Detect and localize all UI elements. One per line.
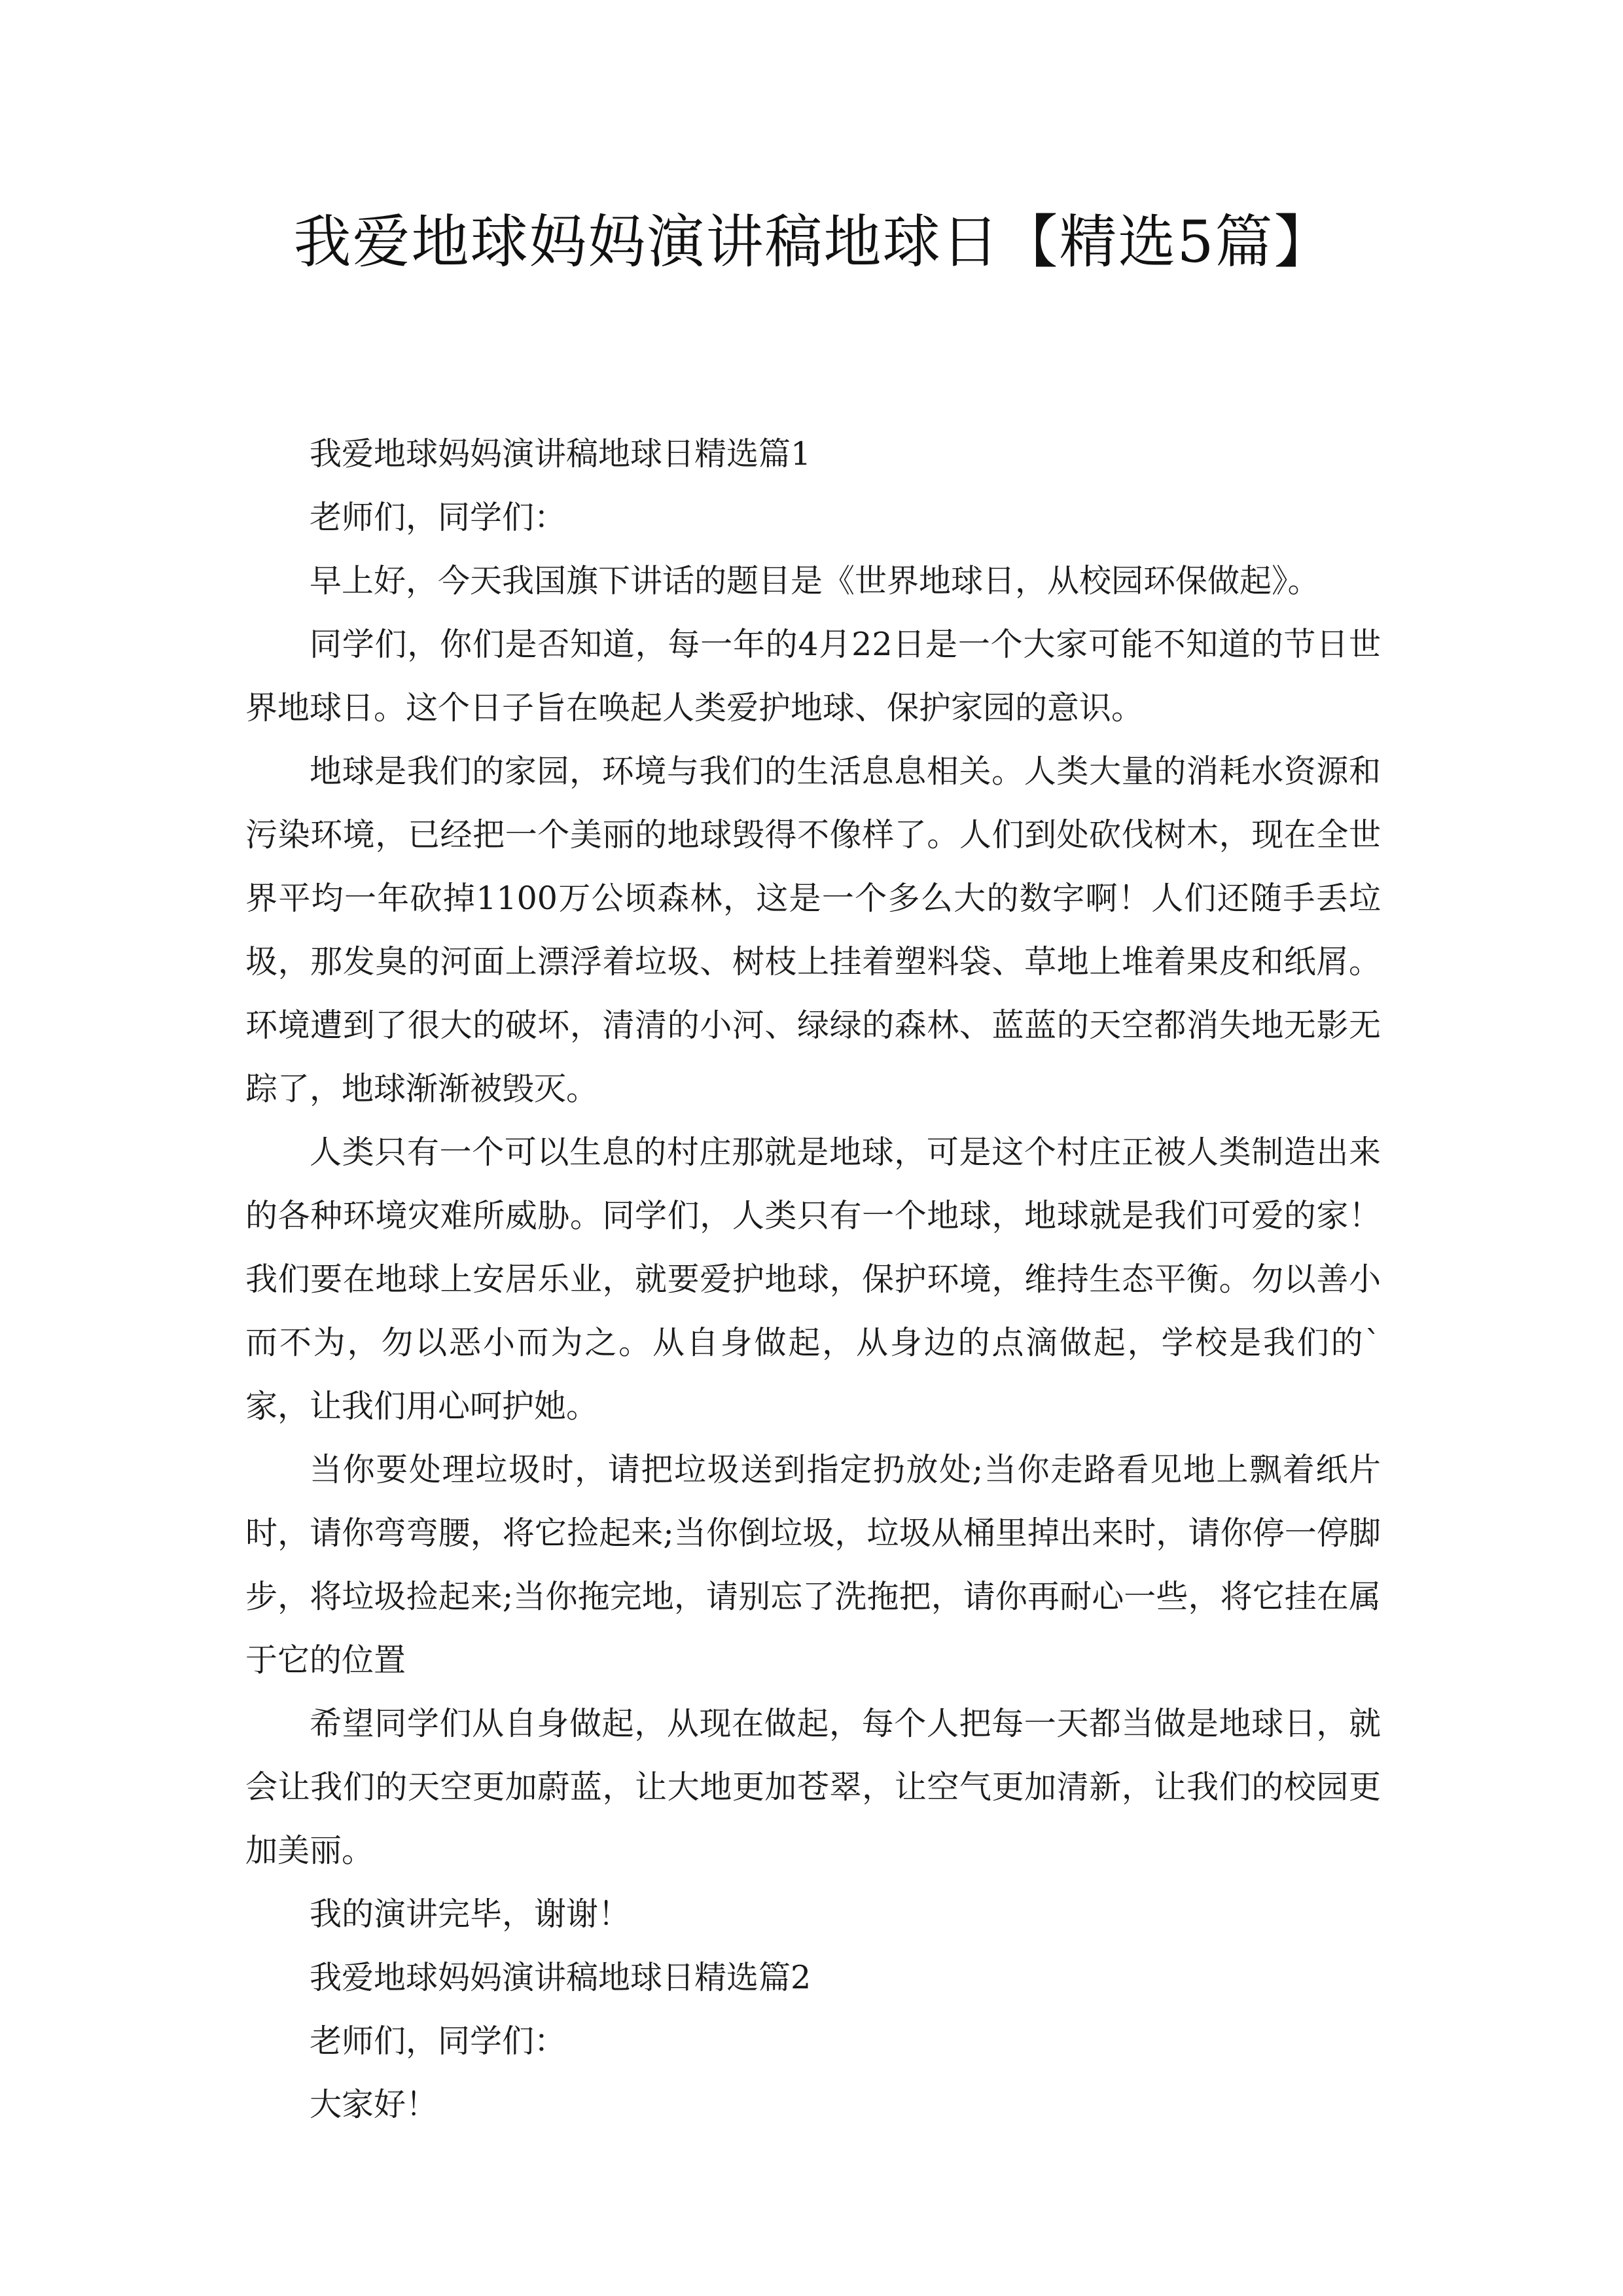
paragraph: 地球是我们的家园，环境与我们的生活息息相关。人类大量的消耗水资源和污染环境，已经把一个美丽的地球毁得不像样了。人们到处砍伐树木，现在全世界平均一年砍掉1100万公顷森林，这是一个多么大的数字啊！人们还随手丢垃圾，那发臭的河面上漂浮着垃圾、树枝上挂着塑料袋、草地上堆着果皮和纸屑。环境遭到了很大的破坏，清清的小河、绿绿的森林、蓝蓝的天空都消失地无影无踪了，地球渐渐被毁灭。 bbox=[245, 753, 1381, 1107]
greeting: 大家好！ bbox=[310, 2086, 438, 2123]
document-title: 我爱地球妈妈演讲稿地球日【精选5篇】 bbox=[293, 208, 1333, 276]
closing-line: 我的演讲完毕，谢谢！ bbox=[310, 1895, 631, 1933]
section-heading: 我爱地球妈妈演讲稿地球日精选篇1 bbox=[310, 435, 812, 473]
paragraph: 人类只有一个可以生息的村庄那就是地球，可是这个村庄正被人类制造出来的各种环境灾难所威胁。同学们，人类只有一个地球，地球就是我们可爱的家！我们要在地球上安居乐业，就要爱护地球，保护环境，维持生态平衡。勿以善小而不为，勿以恶小而为之。从自身做起，从身边的点滴做起，学校是我们的`家，让我们用心呵护她。 bbox=[245, 1134, 1381, 1425]
paragraph: 当你要处理垃圾时，请把垃圾送到指定扔放处;当你走路看见地上飘着纸片时，请你弯弯腰，将它捡起来;当你倒垃圾，垃圾从桶里掉出来时，请你停一停脚步，将垃圾捡起来;当你拖完地，请别忘了洗拖把，请你再耐心一些，将它挂在属于它的位置 bbox=[245, 1451, 1381, 1679]
paragraph: 同学们，你们是否知道，每一年的4月22日是一个大家可能不知道的节日世界地球日。这个日子旨在唤起人类爱护地球、保护家园的意识。 bbox=[245, 626, 1381, 726]
section-heading: 我爱地球妈妈演讲稿地球日精选篇2 bbox=[310, 1959, 812, 1996]
salutation: 老师们，同学们： bbox=[310, 2022, 567, 2060]
document-body bbox=[245, 422, 1381, 2136]
salutation: 老师们，同学们： bbox=[310, 499, 567, 536]
paragraph: 希望同学们从自身做起，从现在做起，每个人把每一天都当做是地球日，就会让我们的天空更加蔚蓝，让大地更加苍翠，让空气更加清新，让我们的校园更加美丽。 bbox=[245, 1705, 1381, 1869]
paragraph: 早上好，今天我国旗下讲话的题目是《世界地球日，从校园环保做起》。 bbox=[310, 562, 1320, 600]
